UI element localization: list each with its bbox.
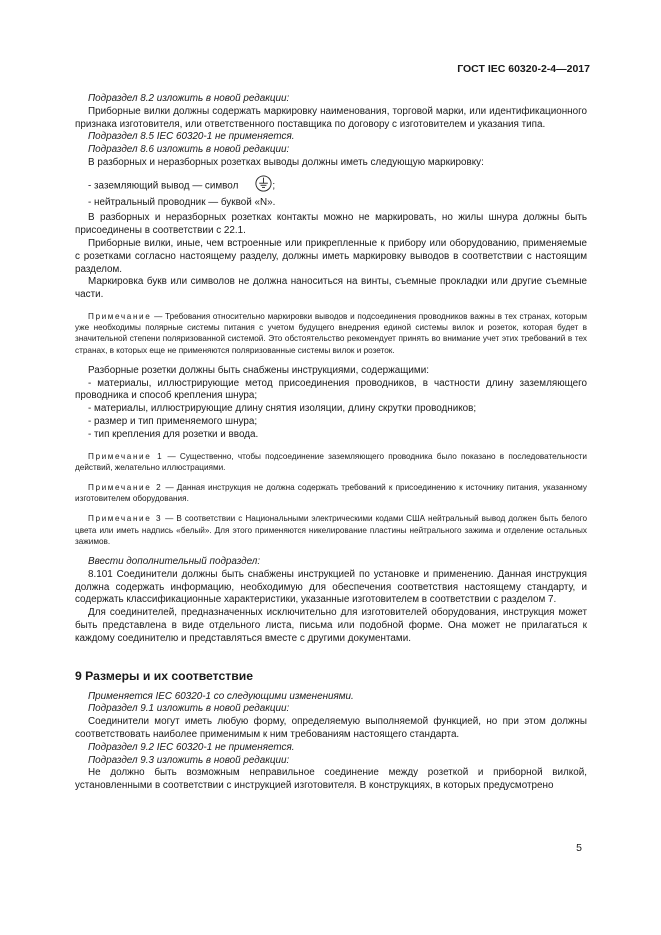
- note-label: Примечание 2: [88, 482, 163, 492]
- amendment-instruction: Ввести дополнительный подраздел:: [88, 555, 261, 567]
- note: [75, 482, 587, 504]
- note-label: Примечание: [88, 311, 152, 321]
- list-item: - нейтральный проводник — буквой «N».: [88, 196, 276, 208]
- list-item: - размер и тип применяемого шнура;: [88, 415, 258, 427]
- amendment-instruction: Подраздел 9.2 IEC 60320-1 не применяется.: [88, 741, 295, 753]
- paragraph: 8.101 Соединители должны быть снабжены инструкцией по установке и применению. Данная инструкция должна содержать информацию, необходимую для обеспечения соответствия настоящему стандарту, и содержать классификационные характеристики, указанные изготовителем в соответствии с разделом 7.: [75, 568, 587, 606]
- paragraph: В разборных и неразборных розетках выводы должны иметь следующую маркировку:: [88, 156, 484, 168]
- note-text: — Данная инструкция не должна содержать требований к присоединению к источнику питания, указанному изготовителем оборудования.: [75, 482, 587, 504]
- list-item: - материалы, иллюстрирующие метод присоединения проводников, в частности длину заземляющего проводника и способ крепления шнура;: [75, 377, 587, 402]
- list-item-punct: ;: [272, 180, 276, 192]
- list-item: - материалы, иллюстрирующие длину снятия изоляции, длину скрутки проводников;: [88, 403, 477, 415]
- list-item: - тип крепления для розетки и ввода.: [88, 428, 259, 440]
- note-label: Примечание 1: [88, 451, 164, 461]
- paragraph: Приборные вилки, иные, чем встроенные или прикрепленные к прибору или оборудованию, применяемые с розетками согласно настоящему разделу, должны иметь маркировку выводов в соответствии с настоящим разделом.: [75, 237, 587, 275]
- amendment-instruction: Применяется IEC 60320-1 со следующими изменениями.: [88, 690, 354, 702]
- note-text: — В соответствии с Национальными электрическими кодами США нейтральный вывод должен быть белого цвета или иметь надпись «белый». Для этого применяются никелирование пластины нейтрального зажима и отделение остальных зажимов.: [75, 514, 588, 546]
- paragraph: Приборные вилки должны содержать маркировку наименования, торговой марки, или идентификационного признака изготовителя, или ответственного поставщика по договору с изготовителем и указания типа.: [75, 105, 587, 130]
- amendment-instruction: Подраздел 8.6 изложить в новой редакции:: [88, 144, 290, 156]
- section-heading: 9 Размеры и их соответствие: [75, 668, 253, 683]
- earth-symbol-icon: [242, 175, 272, 197]
- paragraph: Маркировка букв или символов не должна наноситься на винты, съемные прокладки или другие съемные части.: [75, 276, 587, 301]
- note-label: Примечание 3: [88, 514, 163, 524]
- note: [75, 451, 587, 473]
- document-header: ГОСТ IEC 60320-2-4—2017: [457, 63, 590, 75]
- amendment-instruction: Подраздел 8.5 IEC 60320-1 не применяется.: [88, 131, 295, 143]
- note-text: — Требования относительно маркировки выводов и подсоединения проводников важны в тех странах, которым уже необходимы полярные системы питания с учетом будущего внедрения единой системы вилок и розеток, которая будет в значительной степени поляризованной системой. Это обстоятельство рекомендует принять во внимание учет этих требований в тех странах, в которых еще не применяются поляризованные системы вилок и розеток.: [75, 311, 587, 355]
- paragraph: Для соединителей, предназначенных исключительно для изготовителей оборудования, инструкция может быть представлена в виде отдельного листа, письма или подобной форме. Она может не прилагаться к каждому соединителю и представляться вместе с другими документами.: [75, 607, 587, 644]
- list-item-text: - заземляющий вывод — символ: [88, 180, 239, 192]
- note: [75, 311, 587, 356]
- amendment-instruction: Подраздел 8.2 изложить в новой редакции:: [88, 93, 290, 104]
- paragraph: В разборных и неразборных розетках контакты можно не маркировать, но жилы шнура должны быть присоединены в соответствии с 22.1.: [75, 212, 587, 237]
- list-item: [75, 175, 587, 197]
- page-content: [75, 93, 587, 793]
- note-text: — Существенно, чтобы подсоединение заземляющего проводника было показано в последовательности действий, желательно иллюстрациями.: [75, 451, 587, 472]
- amendment-instruction: Подраздел 9.3 изложить в новой редакции:: [88, 754, 290, 766]
- paragraph: Соединители могут иметь любую форму, определяемую выполняемой функцией, но при этом должны соответствовать наиболее применимым к ним требованиям настоящего стандарта.: [75, 716, 587, 740]
- paragraph: Не должно быть возможным неправильное соединение между розеткой и приборной вилкой, установленными в соответствии с инструкцией изготовителя. В конструкциях, в которых предусмотрено: [75, 767, 587, 792]
- note: [75, 513, 587, 547]
- amendment-instruction: Подраздел 9.1 изложить в новой редакции:: [88, 703, 290, 715]
- paragraph: Разборные розетки должны быть снабжены инструкциями, содержащими:: [88, 364, 429, 376]
- page-number: 5: [576, 842, 582, 854]
